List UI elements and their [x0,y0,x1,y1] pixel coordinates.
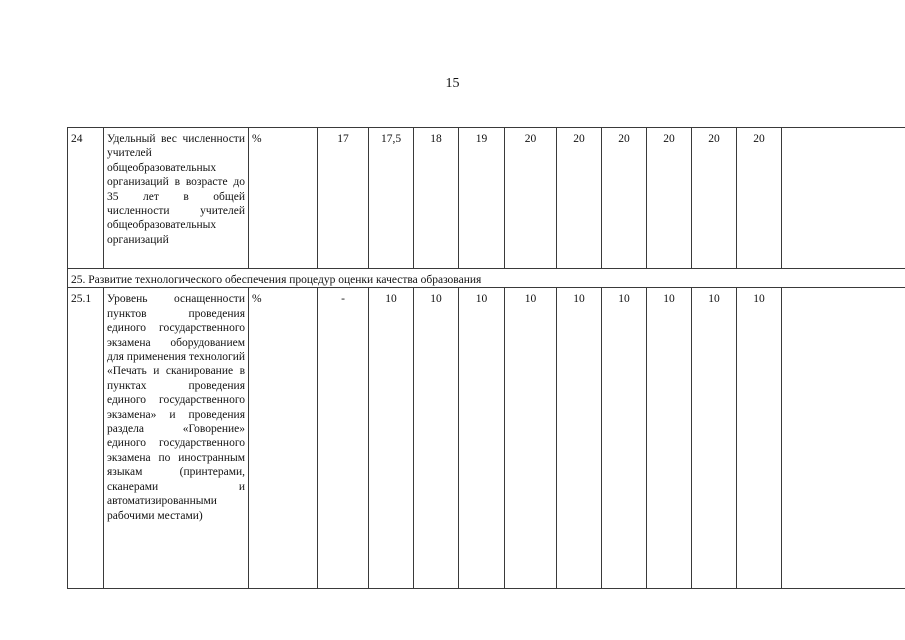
value-cell: 10 [737,288,782,589]
value-cell: 20 [557,128,602,269]
table-row [68,128,905,269]
table-row [68,288,905,589]
value-cell: 10 [414,288,459,589]
indicator-description: Удельный вес численности учителей общеобразовательных организаций в возрасте до 35 лет в общей численности учителей общеобразовательных организаций [104,128,249,269]
page-number: 15 [445,76,460,91]
value-cell: 20 [737,128,782,269]
value-cell: 10 [369,288,414,589]
value-cell: 10 [505,288,557,589]
value-cell: 10 [459,288,505,589]
unit-cell: % [249,288,318,589]
value-cell: 20 [602,128,647,269]
value-cell: 10 [647,288,692,589]
value-cell: 10 [692,288,737,589]
value-cell: 17,5 [369,128,414,269]
value-cell: 20 [647,128,692,269]
value-cell: 20 [692,128,737,269]
value-cell: 20 [505,128,557,269]
value-cell: 10 [557,288,602,589]
value-cell: 19 [459,128,505,269]
value-cell: 18 [414,128,459,269]
value-cell: 17 [318,128,369,269]
row-number: 25.1 [68,288,104,589]
value-cell [782,288,905,589]
section-heading: 25. Развитие технологического обеспечения процедур оценки качества образования [68,269,905,288]
row-number: 24 [68,128,104,269]
indicators-table [67,127,905,589]
value-cell: - [318,288,369,589]
value-cell [782,128,905,269]
section-row [68,269,905,288]
value-cell: 10 [602,288,647,589]
unit-cell: % [249,128,318,269]
indicator-description: Уровень оснащенности пунктов проведения единого государственного экзамена оборудованием для применения технологий «Печать и сканирование в пунктах проведения единого государственного экзамена» и проведения раздела «Говорение» единого государственного экзамена по иностранным языкам (принтерами, сканерами и автоматизированными рабочими местами) [104,288,249,589]
